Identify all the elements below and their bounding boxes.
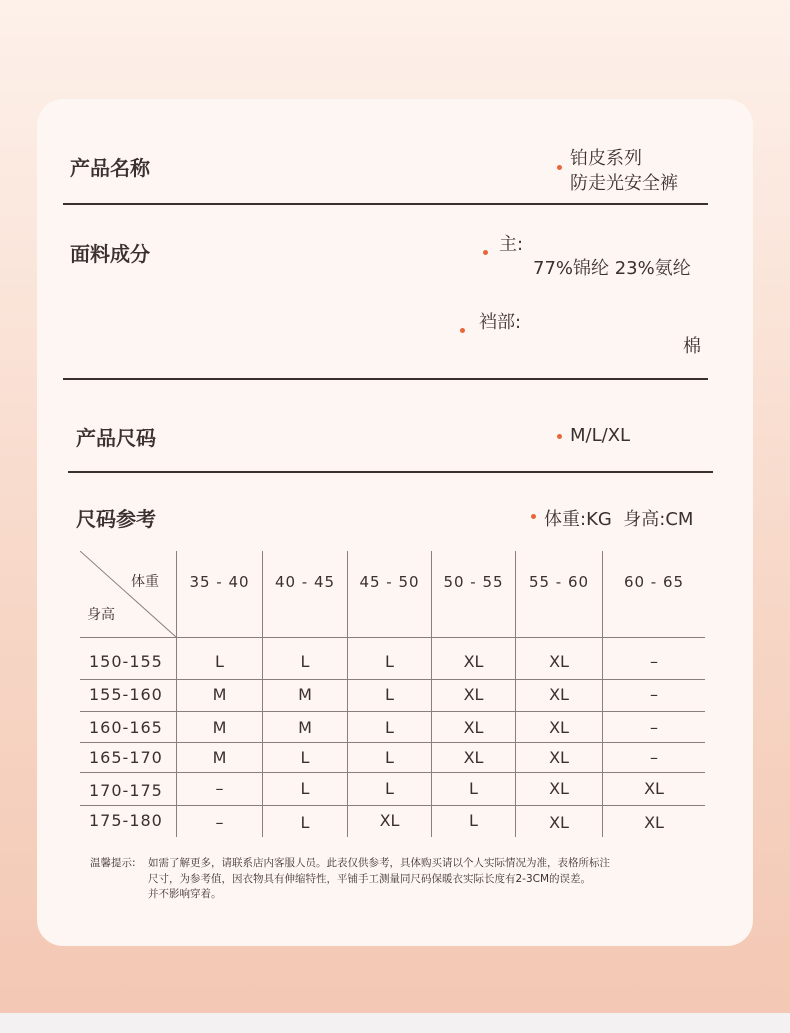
row-height-label: 175-180 bbox=[89, 811, 163, 830]
size-cell: XL bbox=[549, 779, 569, 798]
size-cell: L bbox=[469, 811, 478, 830]
note-line-2: 尺寸，为参考值，因衣物具有伸缩特性，平铺手工测量同尺码保暖衣实际长度有2-3CM的误差。 bbox=[148, 873, 592, 885]
size-cell: L bbox=[300, 813, 310, 832]
size-cell: L bbox=[385, 748, 394, 767]
bullet-dot-icon bbox=[531, 514, 536, 519]
size-cell: – bbox=[215, 779, 224, 798]
size-cell: XL bbox=[549, 813, 569, 832]
size-cell: XL bbox=[549, 748, 569, 767]
table-hline bbox=[80, 805, 705, 806]
size-label: 产品尺码 bbox=[76, 426, 156, 450]
size-cell: XL bbox=[644, 779, 664, 798]
bullet-dot-icon bbox=[483, 250, 488, 255]
column-header: 40 - 45 bbox=[274, 573, 336, 591]
size-cell: L bbox=[385, 685, 394, 704]
table-hline bbox=[80, 772, 705, 773]
table-hline bbox=[80, 679, 705, 680]
divider bbox=[63, 378, 708, 380]
bullet-dot-icon bbox=[460, 328, 465, 333]
row-height-label: 170-175 bbox=[89, 781, 163, 800]
size-cell: L bbox=[300, 652, 310, 671]
size-cell: M bbox=[298, 685, 312, 704]
product-name-label: 产品名称 bbox=[70, 156, 150, 180]
size-cell: L bbox=[385, 652, 394, 671]
table-hline bbox=[80, 742, 705, 743]
divider bbox=[63, 203, 708, 205]
reference-label: 尺码参考 bbox=[76, 507, 156, 531]
size-cell: – bbox=[650, 652, 658, 671]
fabric-main-label: 主: bbox=[499, 234, 524, 255]
size-cell: L bbox=[300, 748, 310, 767]
size-cell: XL bbox=[463, 718, 484, 737]
bottom-strip bbox=[0, 1013, 790, 1033]
product-name-line1: 铂皮系列 bbox=[570, 148, 642, 169]
size-cell: M bbox=[212, 748, 227, 767]
size-cell: XL bbox=[549, 652, 569, 671]
size-cell: XL bbox=[549, 718, 569, 737]
note-prefix: 温馨提示: bbox=[90, 857, 136, 869]
column-header: 50 - 55 bbox=[443, 573, 504, 591]
size-cell: – bbox=[650, 685, 658, 704]
bullet-dot-icon bbox=[557, 434, 562, 439]
column-header: 45 - 50 bbox=[359, 573, 420, 591]
column-header: 60 - 65 bbox=[623, 573, 685, 591]
size-cell: M bbox=[212, 685, 227, 704]
divider bbox=[68, 471, 713, 473]
size-cell: XL bbox=[644, 813, 664, 832]
fabric-main-value: 77%锦纶 23%氨纶 bbox=[533, 258, 691, 279]
fabric-label: 面料成分 bbox=[70, 242, 150, 266]
fabric-crotch-label: 裆部: bbox=[479, 312, 522, 333]
note-line-1: 如需了解更多，请联系店内客服人员。此表仅供参考，具体购买请以个人实际情况为准，表格所标注 bbox=[148, 857, 610, 869]
size-cell: L bbox=[385, 718, 394, 737]
corner-weight-label: 体重 bbox=[131, 574, 159, 590]
size-cell: XL bbox=[463, 652, 484, 671]
spec-card bbox=[37, 99, 753, 946]
size-cell: XL bbox=[379, 811, 400, 830]
size-cell: XL bbox=[463, 685, 484, 704]
row-height-label: 150-155 bbox=[89, 652, 163, 671]
size-cell: L bbox=[215, 652, 224, 671]
table-hline bbox=[80, 637, 705, 638]
size-cell: M bbox=[212, 718, 227, 737]
size-cell: M bbox=[298, 718, 312, 737]
column-header: 35 - 40 bbox=[189, 573, 250, 591]
note-line-3: 并不影响穿着。 bbox=[148, 888, 222, 900]
product-name-line2: 防走光安全裤 bbox=[570, 173, 678, 194]
column-header: 55 - 60 bbox=[528, 573, 590, 591]
size-cell: XL bbox=[463, 748, 484, 767]
row-height-label: 155-160 bbox=[89, 685, 163, 704]
row-height-label: 165-170 bbox=[89, 748, 163, 767]
size-cell: – bbox=[650, 718, 658, 737]
size-cell: XL bbox=[549, 685, 569, 704]
size-cell: L bbox=[469, 779, 478, 798]
table-corner-diagonal bbox=[80, 551, 176, 637]
corner-height-label: 身高 bbox=[87, 607, 115, 623]
table-hline bbox=[80, 711, 705, 712]
size-value: M/L/XL bbox=[570, 425, 631, 446]
bullet-dot-icon bbox=[557, 165, 562, 170]
size-cell: L bbox=[300, 779, 310, 798]
reference-units: 体重:KG 身高:CM bbox=[544, 509, 694, 530]
row-height-label: 160-165 bbox=[89, 718, 163, 737]
size-cell: – bbox=[215, 813, 224, 832]
size-cell: – bbox=[650, 748, 658, 767]
size-cell: L bbox=[385, 779, 394, 798]
fabric-crotch-value: 棉 bbox=[683, 336, 701, 357]
